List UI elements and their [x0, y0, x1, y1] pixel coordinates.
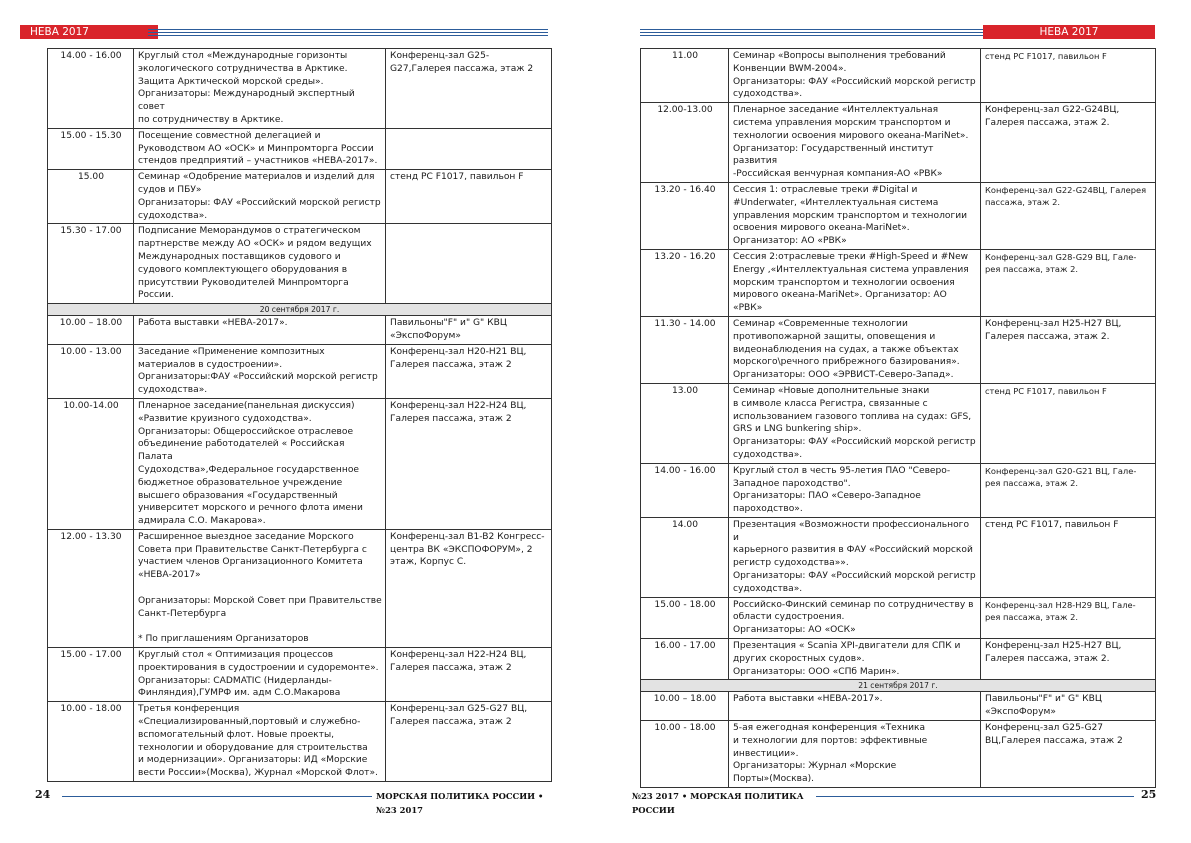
footer-left: МОРСКАЯ ПОЛИТИКА РОССИИ • №23 2017: [376, 791, 544, 815]
description-line: по сотрудничеству в Арктике.: [138, 114, 284, 125]
location-line: рея пассажа, этаж 2.: [985, 478, 1079, 489]
location-line: Конференц-зал H20-H21 ВЦ,: [390, 346, 527, 357]
description-line: Защита Арктической морской среды».: [138, 76, 324, 87]
description-line: «Специализированный,портовый и служебно-: [138, 717, 361, 728]
page-number-right: 25: [1141, 788, 1157, 801]
schedule-body-right: [641, 49, 1156, 788]
time-cell: 14.00 - 16.00: [641, 463, 729, 517]
location-cell: [981, 316, 1156, 383]
location-line: Галерея пассажа, этаж 2: [390, 413, 512, 424]
time-cell: 15.00 - 15.30: [48, 128, 134, 169]
description-line: судов и ПБУ»: [138, 184, 202, 195]
description-line: Организаторы: ПАО «Северо-Западное: [733, 491, 921, 502]
description-cell: [134, 344, 386, 398]
location-cell: [386, 702, 552, 782]
description-cell: [729, 103, 981, 183]
description-line: «НЕВА-2017»: [138, 570, 201, 581]
description-line: -Российская венчурная компания-АО «РВК»: [733, 169, 943, 180]
table-row: [641, 383, 1156, 463]
description-line: Организатор: Государственный институт развития: [733, 143, 934, 167]
description-cell: [729, 316, 981, 383]
description-cell: [729, 249, 981, 316]
description-line: других скоростных судов».: [733, 653, 865, 664]
description-line: экологического сотрудничества в Арктике.: [138, 63, 348, 74]
description-line: [138, 582, 382, 595]
description-line: и технологии для портов: эффективные: [733, 735, 928, 746]
location-line: Конференц-зал G22-G24ВЦ, Галерея: [985, 184, 1147, 195]
description-line: Организаторы: ФАУ «Российский морской регистр: [733, 437, 976, 448]
table-row: [641, 721, 1156, 788]
table-row: [48, 224, 552, 304]
time-cell: 16.00 - 17.00: [641, 639, 729, 680]
table-row: [48, 702, 552, 782]
time-cell: 15.30 - 17.00: [48, 224, 134, 304]
description-line: морским транспортом и технологии освоения: [733, 277, 955, 288]
location-line: стенд РС F1017, павильон F: [985, 519, 1119, 530]
table-row: [641, 103, 1156, 183]
description-line: морского\речного прибрежного базирования».: [733, 357, 960, 368]
description-line: видеонаблюдения на судах, а также объектах: [733, 344, 959, 355]
location-line: Конференц-зал G20-G21 ВЦ, Гале-: [985, 465, 1137, 476]
description-line: в символе класса Регистра, связанные с: [733, 398, 928, 409]
location-line: рея пассажа, этаж 2.: [985, 264, 1079, 275]
description-line: Семинар «Вопросы выполнения требований: [733, 51, 946, 61]
description-line: судоходства».: [138, 385, 208, 396]
description-line: материалов в судостроении».: [138, 359, 283, 370]
description-line: Третья конференция: [138, 704, 240, 715]
table-row: [641, 463, 1156, 517]
location-cell: [386, 529, 552, 647]
location-cell: [981, 639, 1156, 680]
location-line: Конференц-зал H25-H27 ВЦ,: [985, 318, 1122, 329]
description-line: присутствии Руководителей Минпромторга: [138, 277, 349, 288]
description-cell: [729, 182, 981, 249]
description-line: Организаторы: ФАУ «Российский морской регистр: [733, 571, 976, 582]
description-line: Конвенции BWM-2004».: [733, 63, 847, 74]
description-line: карьерного развития в ФАУ «Российский морской: [733, 545, 973, 556]
table-row: [48, 316, 552, 345]
location-line: Конференц-зал H22-H24 ВЦ,: [390, 400, 527, 411]
location-line: ВЦ,Галерея пассажа, этаж 2: [985, 735, 1123, 746]
location-line: Галерея пассажа, этаж 2: [390, 359, 512, 370]
description-line: Организатор: АО «РВК»: [733, 236, 847, 247]
description-line: и модернизации». Организаторы: ИД «Морские: [138, 755, 368, 766]
location-line: G27,Галерея пассажа, этаж 2: [390, 63, 534, 74]
time-cell: 14.00 - 16.00: [48, 49, 134, 129]
location-line: стенд РС F1017, павильон F: [390, 172, 524, 183]
location-cell: [981, 249, 1156, 316]
description-cell: [134, 398, 386, 529]
table-row: [48, 529, 552, 647]
location-cell: [386, 316, 552, 345]
location-line: пассажа, этаж 2.: [985, 197, 1061, 208]
description-cell: [134, 316, 386, 345]
description-line: * По приглашениям Организаторов: [138, 634, 309, 645]
description-line: Расширенное выездное заседание Морского: [138, 531, 354, 542]
location-line: стенд РС F1017, павильон F: [985, 51, 1107, 61]
location-line: Галерея пассажа, этаж 2: [390, 662, 512, 673]
table-row: [641, 49, 1156, 103]
description-line: Международных поставщиков судового и: [138, 251, 341, 262]
schedule-table-left: [47, 48, 552, 782]
location-cell: [981, 182, 1156, 249]
description-line: Организаторы: Журнал «Морские Порты»(Москва).: [733, 761, 897, 785]
table-row: [641, 249, 1156, 316]
description-line: технологии освоения мирового океана-MariNet».: [733, 130, 969, 141]
table-row: [641, 597, 1156, 638]
time-cell: 12.00 - 13.30: [48, 529, 134, 647]
location-line: Павильоны"F" и" G" КВЦ: [390, 318, 507, 329]
description-line: судового комплектующего оборудования в: [138, 264, 348, 275]
location-line: Галерея пассажа, этаж 2.: [985, 653, 1110, 664]
location-line: Галерея пассажа, этаж 2.: [985, 331, 1110, 342]
table-row: [641, 316, 1156, 383]
description-line: Организаторы: Общероссийское отраслевое: [138, 426, 354, 437]
time-cell: 10.00 – 18.00: [641, 692, 729, 721]
description-line: Организаторы: ООО «ЭРВИСТ-Северо-Запад».: [733, 370, 954, 381]
description-line: «Развитие круизного судоходства».: [138, 413, 312, 424]
date-cell: 21 сентября 2017 г.: [641, 680, 1156, 692]
description-line: Заседание «Применение композитных: [138, 346, 325, 357]
description-line: Санкт-Петербурга: [138, 608, 227, 619]
location-cell: [981, 49, 1156, 103]
time-cell: 12.00-13.00: [641, 103, 729, 183]
location-line: Конференц-зал H28-H29 ВЦ, Гале-: [985, 599, 1136, 610]
description-line: высшего образования «Государственный: [138, 490, 338, 501]
time-cell: 13.20 - 16.40: [641, 182, 729, 249]
description-cell: [134, 49, 386, 129]
footer-right: №23 2017 • МОРСКАЯ ПОЛИТИКА РОССИИ: [632, 791, 804, 815]
location-line: Конференц-зал B1-B2 Конгресс-: [390, 531, 545, 542]
description-line: Организаторы: CADMATIC (Нидерланды-: [138, 675, 332, 686]
description-line: Посещение совместной делегацией и: [138, 130, 321, 141]
time-cell: 15.00 - 17.00: [48, 648, 134, 702]
header-label-right: НЕВА 2017: [983, 25, 1155, 39]
location-line: «ЭкспоФорум»: [985, 707, 1056, 718]
location-line: Галерея пассажа, этаж 2: [390, 717, 512, 728]
schedule-body-left: [48, 49, 552, 782]
location-cell: [981, 103, 1156, 183]
description-line: 5-ая ежегодная конференция «Техника: [733, 723, 926, 734]
description-cell: [729, 383, 981, 463]
time-cell: 10.00 - 18.00: [641, 721, 729, 788]
description-line: области судостроения.: [733, 612, 845, 623]
location-line: Конференц-зал G25-G27 ВЦ,: [390, 704, 528, 715]
table-row: [641, 182, 1156, 249]
description-line: использованием газового топлива на судах: GFS,: [733, 411, 972, 422]
location-line: Конференц-зал G28-G29 ВЦ, Гале-: [985, 251, 1137, 262]
schedule-table-right: [640, 48, 1156, 788]
location-cell: [386, 398, 552, 529]
location-line: этаж, Корпус С.: [390, 557, 467, 568]
location-line: стенд РС F1017, павильон F: [985, 385, 1107, 396]
table-row: [641, 517, 1156, 597]
location-line: Павильоны"F" и" G" КВЦ: [985, 694, 1102, 705]
location-cell: [386, 344, 552, 398]
description-line: Организаторы: АО «ОСК»: [733, 625, 856, 636]
description-line: система управления морским транспортом и: [733, 117, 951, 128]
description-line: судоходства».: [733, 89, 803, 100]
description-line: университет морского и речного флота имени: [138, 503, 363, 514]
description-line: Energy ,«Интеллектуальная система управления: [733, 264, 969, 275]
table-row: [48, 344, 552, 398]
time-cell: 11.00: [641, 49, 729, 103]
table-row: [48, 128, 552, 169]
description-line: Семинар «Одобрение материалов и изделий для: [138, 172, 375, 183]
description-line: России.: [138, 290, 174, 301]
description-line: Организаторы: Международный экспертный совет: [138, 89, 355, 113]
table-row: [641, 639, 1156, 680]
description-line: «РВК»: [733, 303, 763, 314]
table-row: [48, 648, 552, 702]
description-line: Презентация « Scania XPI-двигатели для СПК и: [733, 641, 961, 652]
location-cell: [981, 463, 1156, 517]
description-line: Презентация «Возможности профессионального и: [733, 519, 970, 543]
description-line: Круглый стол « Оптимизация процессов: [138, 650, 334, 661]
time-cell: 13.20 - 16.20: [641, 249, 729, 316]
description-line: Организаторы: ФАУ «Российский морской регистр: [733, 76, 976, 87]
description-line: проектирования в судостроении и судоремонте».: [138, 662, 379, 673]
description-line: вспомогательный флот. Новые проекты,: [138, 729, 335, 740]
description-cell: [729, 721, 981, 788]
description-line: Финляндия),ГУМРФ им. адм С.О.Макарова: [138, 688, 341, 699]
description-cell: [134, 529, 386, 647]
location-line: Конференц-зал G25-G27: [985, 723, 1104, 734]
location-line: Конференц-зал G22-G24ВЦ,: [985, 105, 1120, 116]
location-cell: [386, 224, 552, 304]
description-line: Организаторы: ООО «СПб Марин».: [733, 666, 900, 677]
description-line: GRS и LNG bunkering ship».: [733, 424, 862, 435]
description-cell: [134, 648, 386, 702]
description-cell: [134, 128, 386, 169]
description-cell: [729, 463, 981, 517]
description-line: Совета при Правительстве Санкт-Петербурга с: [138, 544, 367, 555]
location-cell: [386, 648, 552, 702]
description-line: Организаторы:ФАУ «Российский морской регистр: [138, 372, 378, 383]
location-cell: [981, 517, 1156, 597]
time-cell: 15.00: [48, 170, 134, 224]
description-cell: [134, 702, 386, 782]
description-line: регистр судоходства»».: [733, 558, 849, 569]
location-cell: [386, 128, 552, 169]
description-cell: [134, 170, 386, 224]
date-cell: 20 сентября 2017 г.: [48, 304, 552, 316]
description-line: противопожарной защиты, оповещения и: [733, 331, 936, 342]
description-line: Работа выставки «НЕВА-2017».: [733, 694, 883, 705]
description-cell: [729, 597, 981, 638]
location-line: центра ВК «ЭКСПОФОРУМ», 2: [390, 544, 533, 555]
time-cell: 10.00 – 18.00: [48, 316, 134, 345]
time-cell: 10.00 - 13.00: [48, 344, 134, 398]
location-line: Конференц-зал H22-H24 ВЦ,: [390, 650, 527, 661]
description-line: вести России»(Москва), Журнал «Морской Флот».: [138, 768, 378, 779]
description-cell: [729, 692, 981, 721]
description-line: участием членов Организационного Комитета: [138, 557, 363, 568]
table-row: [641, 692, 1156, 721]
table-row: [48, 398, 552, 529]
description-line: стендов предприятий – участников «НЕВА-2017».: [138, 156, 378, 167]
description-line: пароходство».: [733, 504, 803, 515]
description-line: бюджетное образовательное учреждение: [138, 477, 343, 488]
description-line: Западное пароходство".: [733, 478, 851, 489]
location-cell: [981, 597, 1156, 638]
header-rule-right: [640, 29, 983, 38]
description-line: Организаторы: ФАУ «Российский морской регистр: [138, 197, 381, 208]
description-line: #Underwater, «Интеллектуальная система: [733, 197, 939, 208]
description-line: объединение работодателей « Российская Палата: [138, 439, 345, 463]
description-line: Сессия 2:отраслевые треки #High-Speed и #New: [733, 251, 969, 262]
description-line: [138, 620, 382, 633]
time-cell: 10.00-14.00: [48, 398, 134, 529]
description-line: Работа выставки «НЕВА-2017».: [138, 318, 288, 329]
description-line: Пленарное заседание «Интеллектуальная: [733, 105, 939, 116]
description-line: Круглый стол в честь 95-летия ПАО "Северо-: [733, 465, 951, 476]
description-line: освоения мирового океана-MariNet».: [733, 223, 910, 234]
footer-rule-left: [62, 796, 372, 797]
footer-rule-right: [816, 796, 1134, 797]
page-number-left: 24: [35, 788, 51, 801]
time-cell: 14.00: [641, 517, 729, 597]
header-label-left: НЕВА 2017: [20, 25, 158, 39]
location-cell: [386, 170, 552, 224]
description-line: судоходства».: [138, 210, 208, 221]
description-line: партнерстве между АО «ОСК» и рядом ведущих: [138, 239, 372, 250]
description-cell: [134, 224, 386, 304]
time-cell: 15.00 - 18.00: [641, 597, 729, 638]
description-line: адмирала С.О. Макарова».: [138, 516, 266, 527]
description-line: судоходства».: [733, 449, 803, 460]
date-row: [48, 304, 552, 316]
description-line: Сессия 1: отраслевые треки #Digital и: [733, 184, 918, 195]
location-line: Конференц-зал H25-H27 ВЦ,: [985, 641, 1122, 652]
description-line: Семинар «Новые дополнительные знаки: [733, 385, 930, 396]
description-cell: [729, 639, 981, 680]
time-cell: 10.00 - 18.00: [48, 702, 134, 782]
description-line: Организаторы: Морской Совет при Правительстве: [138, 595, 382, 606]
description-line: управления морским транспортом и технологии: [733, 210, 968, 221]
description-line: Российско-Финский семинар по сотрудничеству в: [733, 599, 974, 610]
location-cell: [981, 383, 1156, 463]
description-line: Круглый стол «Международные горизонты: [138, 51, 348, 61]
time-cell: 13.00: [641, 383, 729, 463]
location-line: «ЭкспоФорум»: [390, 330, 461, 341]
description-line: Судоходства»,Федеральное государственное: [138, 464, 359, 475]
description-line: Руководством АО «ОСК» и Минпромторга России: [138, 143, 374, 154]
description-line: Пленарное заседание(панельная дискуссия): [138, 400, 355, 411]
location-line: Галерея пассажа, этаж 2.: [985, 117, 1110, 128]
table-row: [48, 170, 552, 224]
description-line: Семинар «Современные технологии: [733, 318, 908, 329]
location-cell: [981, 721, 1156, 788]
description-cell: [729, 49, 981, 103]
location-cell: [981, 692, 1156, 721]
header-rule-left: [148, 29, 548, 38]
table-row: [48, 49, 552, 129]
description-line: инвестиции».: [733, 748, 799, 759]
description-line: судоходства».: [733, 583, 803, 594]
description-line: Подписание Меморандумов о стратегическом: [138, 226, 361, 237]
date-row: [641, 680, 1156, 692]
location-cell: [386, 49, 552, 129]
description-line: технологии и оборудование для строительства: [138, 742, 368, 753]
location-line: рея пассажа, этаж 2.: [985, 612, 1079, 623]
description-cell: [729, 517, 981, 597]
time-cell: 11.30 - 14.00: [641, 316, 729, 383]
location-line: Конференц-зал G25-: [390, 51, 490, 61]
description-line: мирового океана-MariNet». Организатор: АО: [733, 290, 947, 301]
